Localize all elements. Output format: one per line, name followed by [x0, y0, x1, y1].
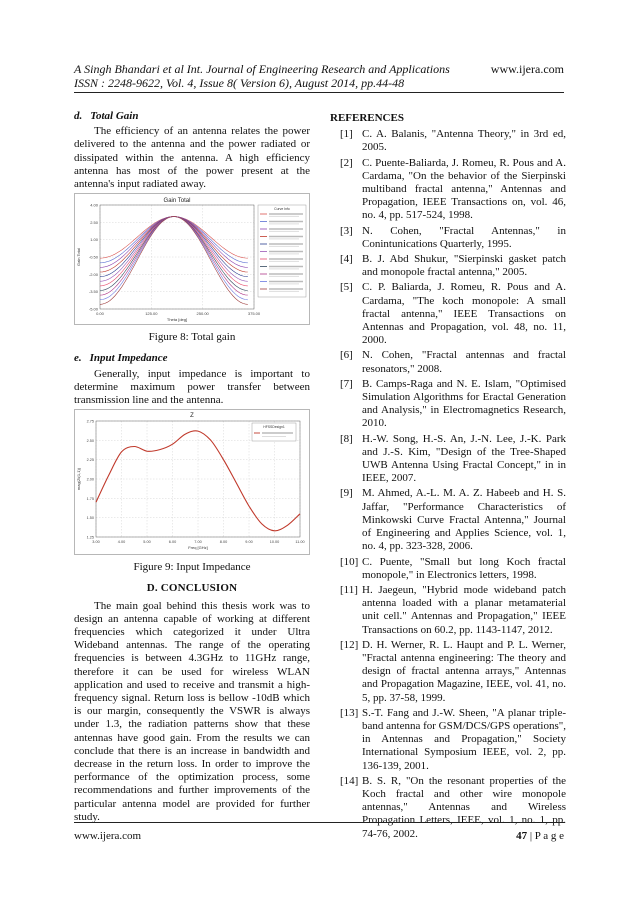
reference-text: M. Ahmed, A.-L. M. A. Z. Habeeb and H. S. Jaffar, "Performance Characteristics of Minkowski Curve Fractal Antenna," Journal of Engineering and Applies Science, vol. 1, no. 4, pp. 323-328, 2006.	[362, 487, 566, 553]
page-word: | P a g e	[529, 830, 564, 842]
reference-item	[330, 556, 566, 582]
figure-8-gain-chart	[74, 193, 310, 325]
footer	[74, 830, 564, 842]
reference-text: S.-T. Fang and J.-W. Sheen, "A planar triple-band antenna for GSM/DCS/GPS operations", in Antennas and Propagation," Society International Symposium IEEE, vol. 2, pp. 136-139, 2001.	[362, 706, 567, 772]
y-tick-label: 1.25	[86, 535, 94, 540]
reference-text: C. A. Balanis, "Antenna Theory," in 3rd ed, 2005.	[362, 128, 566, 154]
reference-text: B. Camps-Raga and N. E. Islam, "Optimised Simulation Algorithms for Eractal Generation and Analysis," in Electromagnetics Research, 2010.	[362, 377, 566, 430]
reference-item	[330, 707, 566, 773]
x-tick-label: 6.00	[168, 540, 177, 545]
x-tick-label: 5.00	[143, 540, 151, 545]
reference-number: [6]	[340, 349, 353, 362]
y-tick-label: -0.50	[88, 254, 98, 260]
reference-item	[330, 253, 566, 279]
reference-number: [8]	[340, 432, 353, 445]
reference-item	[330, 639, 566, 705]
y-tick-label: -5.00	[88, 306, 98, 312]
reference-item	[330, 378, 566, 431]
reference-item	[330, 128, 566, 154]
x-tick-label: 4.00	[117, 540, 126, 545]
y-tick-label: 2.50	[90, 220, 98, 226]
x-axis-label: Freq [GHz]	[188, 545, 208, 551]
page-number-value: 47	[516, 830, 528, 842]
input-impedance-heading-number: e.	[74, 352, 82, 365]
reference-text: C. Puente-Baliarda, J. Romeu, R. Pous and A. Cardama, "On the behavior of the Sierpinski multiband fractal antenna," Antennas and Propagation, IEEE Transactions on, vol. 46, no. 4, pp. 517-524, 1998.	[362, 156, 566, 222]
reference-item	[330, 433, 566, 486]
reference-number: [10]	[340, 555, 359, 568]
issn-line: ISSN : 2248-9622, Vol. 4, Issue 8( Version 6), August 2014, pp.44-48	[74, 76, 405, 90]
figure-8-caption: Figure 8: Total gain	[148, 331, 236, 344]
y-tick-label: -3.50	[88, 289, 98, 295]
reference-number: [1]	[340, 128, 353, 141]
total-gain-paragraph: The efficiency of an antenna relates the power delivered to the antenna and the power radiated or dissipated within the antenna. A high efficiency antenna has most of the power present at the antenna's input radiated away.	[74, 125, 310, 191]
y-tick-label: 2.50	[86, 439, 94, 444]
reference-text: D. H. Werner, R. L. Haupt and P. L. Werner, "Fractal antenna engineering: The theory and design of fractal antenna arrays," Antennas and Propagation Magazine, IEEE, vol. 41, no. 5, pp. 37-58, 1999.	[362, 638, 566, 704]
y-tick-label: 2.00	[86, 477, 94, 482]
conclusion-heading: D. CONCLUSION	[146, 582, 238, 595]
reference-text: N. Cohen, "Fractal antennas and fractal resonators," 2008.	[362, 349, 566, 375]
reference-number: [7]	[340, 377, 353, 390]
figure-9-caption: Figure 9: Input Impedance	[133, 561, 251, 574]
reference-item	[330, 157, 566, 223]
reference-item	[330, 349, 566, 375]
header-url[interactable]: www.ijera.com	[490, 62, 564, 76]
y-tick-label: -2.00	[88, 272, 98, 278]
y-tick-label: 1.00	[90, 237, 98, 243]
chart-title: Gain Total	[163, 198, 191, 205]
x-tick-label: 9.00	[245, 540, 253, 545]
total-gain-heading	[74, 110, 310, 123]
reference-number: [9]	[340, 487, 353, 500]
reference-item	[330, 584, 566, 637]
y-tick-label: 1.50	[86, 516, 94, 521]
y-tick-label: 2.75	[86, 419, 94, 424]
journal-line: A Singh Bhandari et al Int. Journal of Engineering Research and Applications	[74, 62, 450, 76]
y-tick-label: 1.75	[86, 497, 94, 502]
legend-title: Curve Info	[274, 207, 290, 212]
input-impedance-paragraph: Generally, input impedance is important to determine maximum power transfer between transmission line and the antenna.	[74, 367, 310, 407]
x-tick-label: 0.00	[96, 311, 104, 317]
footer-url[interactable]: www.ijera.com	[74, 830, 142, 842]
references-list	[330, 128, 566, 841]
conclusion-paragraph: The main goal behind this thesis work was to design an antenna capable of working at different frequencies which categorized it under Ultra Wideband antennas. The range of the operating frequencies is between 4.3GHz to 11GHz range, therefore it can be used for wireless WLAN application and used to receive and transmit a high-frequency signal. Return loss is bellow -10dB which is our margin, consequently the VSWR is always under 1.3, the radiation patterns show that these antennas have good gain. From the results we can conclude that there is an increase in bandwidth and decrease in the return loss. In order to improve the performance of the optimization process, some recommendations and further improvements of the particular antenna model are provided for further study.	[74, 599, 310, 823]
reference-number: [13]	[340, 706, 359, 719]
running-header	[74, 62, 564, 90]
reference-text: H. Jaegeun, "Hybrid mode wideband patch antenna loaded with a planar metamaterial unit cell." Antennas and Propagation," IEEE Transactions on 60.2, pp. 1143-1147, 2012.	[362, 583, 566, 636]
total-gain-heading-text: Total Gain	[90, 110, 139, 122]
x-tick-label: 7.00	[194, 540, 202, 545]
references-heading: REFERENCES	[330, 112, 404, 124]
reference-item	[330, 281, 566, 347]
x-tick-label: 125.00	[145, 311, 158, 317]
x-tick-label: 3.00	[92, 540, 100, 545]
right-column	[330, 106, 566, 843]
reference-number: [14]	[340, 774, 359, 787]
left-column	[74, 110, 310, 824]
reference-number: [2]	[340, 156, 353, 169]
reference-text: B. S. R, "On the resonant properties of the Koch fractal and other wire monopole antennas," Antennas and Wireless Propagation Letters, IEEE, vol. 1, no. 1, pp. 74-76, 2002.	[362, 774, 566, 840]
x-tick-label: 8.00	[219, 540, 228, 545]
reference-number: [3]	[340, 224, 353, 237]
input-impedance-heading-text: Input Impedance	[89, 352, 168, 365]
reference-item	[330, 487, 566, 553]
x-tick-label: 10.00	[269, 540, 280, 545]
footer-rule	[74, 822, 564, 823]
y-axis-label: mag(Zt(1,1))	[76, 468, 81, 491]
chart-title: Z	[190, 413, 194, 420]
x-tick-label: 11.00	[295, 540, 305, 545]
reference-number: [4]	[340, 253, 353, 266]
y-tick-label: 2.25	[86, 458, 94, 463]
reference-number: [5]	[340, 281, 353, 294]
page-number	[516, 830, 564, 842]
header-rule	[74, 92, 564, 93]
reference-text: C. P. Baliarda, J. Romeu, R. Pous and A. Cardama, "The koch monopole: A small fractal antenna," IEEE Transactions on Antennas and Propagation, vol. 48, no. 11, 2000.	[362, 281, 566, 347]
reference-text: C. Puente, "Small but long Koch fractal monopole," in Electronics letters, 1998.	[362, 555, 566, 581]
reference-number: [11]	[340, 583, 358, 596]
total-gain-heading-number: d.	[74, 110, 83, 122]
reference-number: [12]	[340, 638, 359, 651]
figure-9-impedance-chart	[74, 409, 310, 555]
reference-item	[330, 225, 566, 251]
legend-title: HFSSDesign1	[263, 425, 285, 430]
reference-text: H.-W. Song, H.-S. An, J.-N. Lee, J.-K. Park and J.-S. Kim, "Design of the Tree-Shaped UWB Antenna Using Fractal Concept," in in IEEE, 2007.	[362, 432, 566, 485]
y-axis-label: Gain Total	[76, 248, 81, 267]
reference-text: N. Cohen, "Fractal Antennas," in Conintunications Quarterly, 1995.	[362, 224, 566, 250]
x-axis-label: Theta [deg]	[166, 317, 188, 323]
input-impedance-heading	[74, 352, 310, 365]
x-tick-label: 250.00	[196, 311, 209, 317]
y-tick-label: 4.00	[90, 202, 98, 208]
reference-text: B. J. Abd Shukur, "Sierpinski gasket patch and monopole fractal antenna," 2005.	[362, 253, 566, 279]
x-tick-label: 375.00	[247, 311, 261, 317]
